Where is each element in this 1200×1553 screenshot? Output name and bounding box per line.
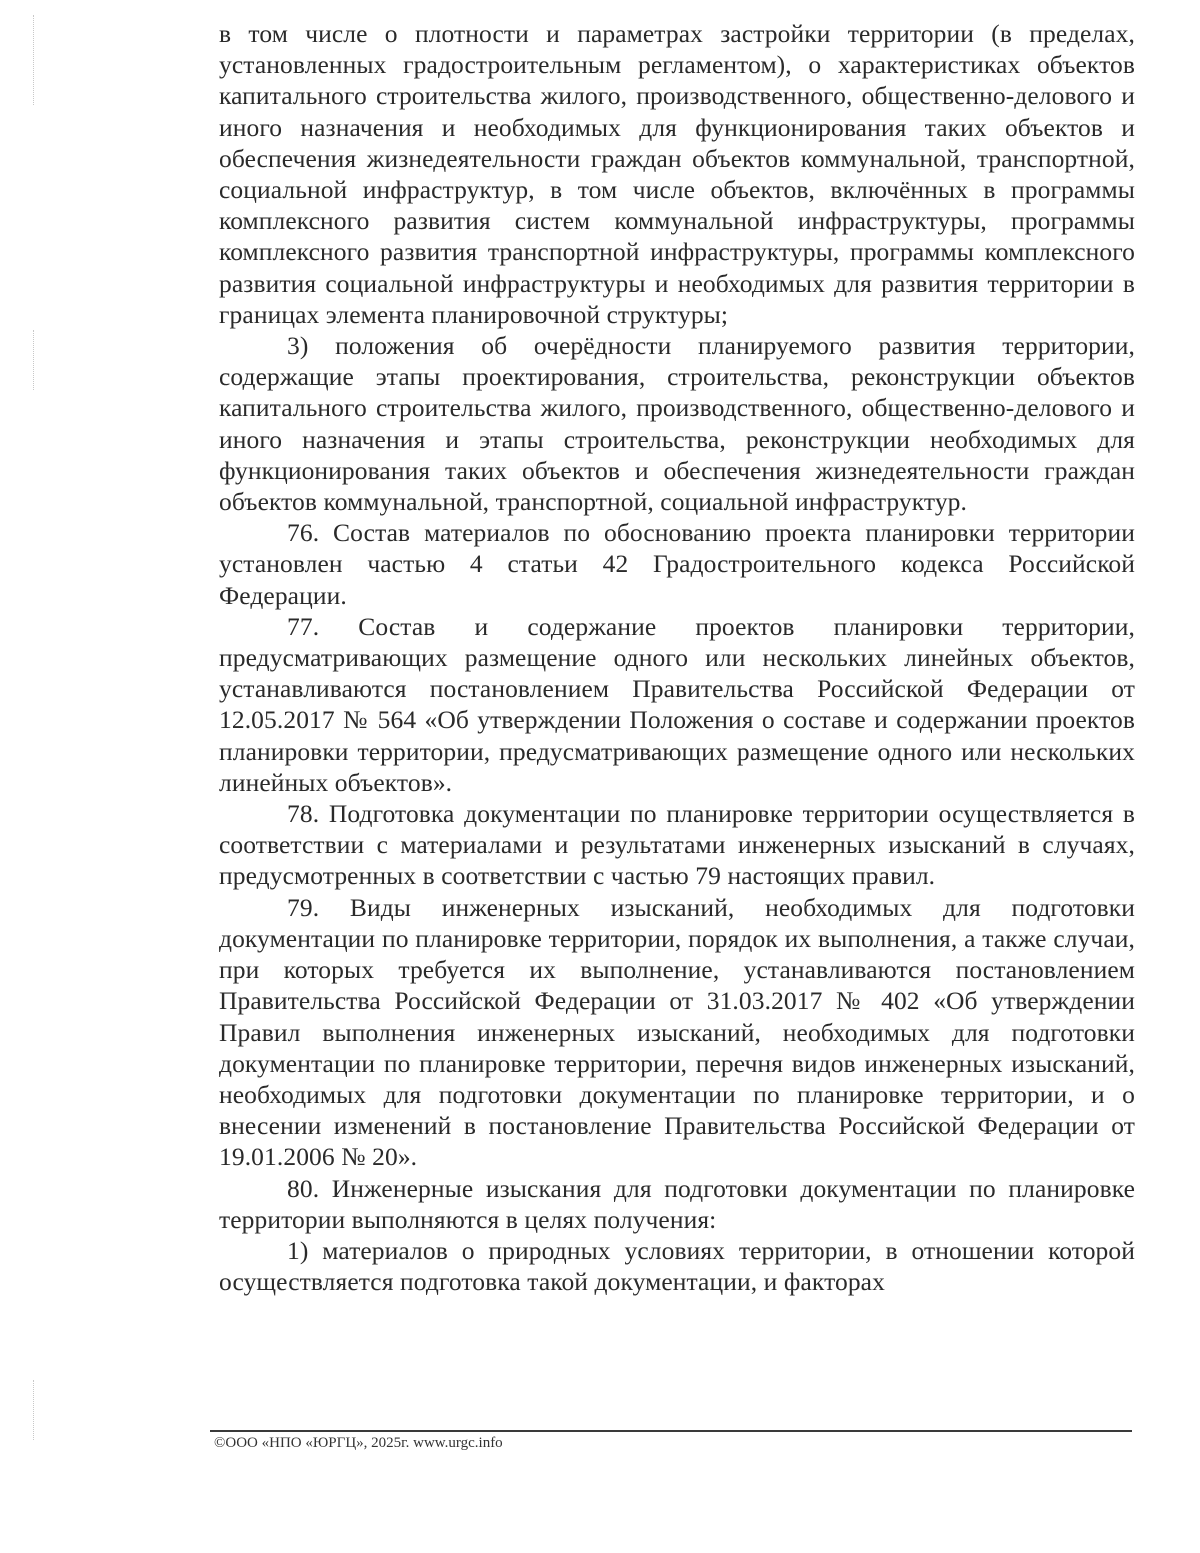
paragraph-80: 80. Инженерные изыскания для подготовки документации по планировке территории выполняются в целях получения: xyxy=(219,1173,1135,1234)
paragraph-item-3: 3) положения об очерёдности планируемого развития территории, содержащие этапы проектирования, строительства, реконструкции объектов капитального строительства жилого, производственного, общественно-делового и иного назначения и этапы строительства, реконструкции необходимых для функционирования таких объектов и обеспечения жизнедеятельности граждан объектов коммунальной, транспортной, социальной инфраструктур. xyxy=(219,331,1135,517)
paragraph-78: 78. Подготовка документации по планировке территории осуществляется в соответствии с материалами и результатами инженерных изысканий в случаях, предусмотренных в соответствии с частью 79 настоящих правил. xyxy=(219,799,1135,891)
scan-margin-mark xyxy=(33,1380,36,1440)
document-body xyxy=(219,18,1135,1297)
scan-margin-mark xyxy=(33,330,36,390)
paragraph-76: 76. Состав материалов по обоснованию проекта планировки территории установлен частью 4 статьи 42 Градостроительного кодекса Российской Федерации. xyxy=(219,518,1135,610)
paragraph-77: 77. Состав и содержание проектов планировки территории, предусматривающих размещение одного или нескольких линейных объектов, устанавливаются постановлением Правительства Российской Федерации от 12.05.2017 № 564 «Об утверждении Положения о составе и содержании проектов планировки территории, предусматривающих размещение одного или нескольких линейных объектов». xyxy=(219,611,1135,797)
paragraph-continuation: в том числе о плотности и параметрах застройки территории (в пределах, установленных градостроительным регламентом), о характеристиках объектов капитального строительства жилого, производственного, общественно-делового и иного назначения и необходимых для функционирования таких объектов и обеспечения жизнедеятельности граждан объектов коммунальной, транспортной, социальной инфраструктур, в том числе объектов, включённых в программы комплексного развития систем коммунальной инфраструктуры, программы комплексного развития транспортной инфраструктуры, программы комплексного развития социальной инфраструктуры и необходимых для развития территории в границах элемента планировочной структуры; xyxy=(219,19,1135,329)
paragraph-80-item-1: 1) материалов о природных условиях территории, в отношении которой осуществляется подготовка такой документации, и факторах xyxy=(219,1235,1135,1297)
footer-copyright: ©ООО «НПО «ЮРГЦ», 2025г. www.urgc.info xyxy=(214,1435,503,1451)
paragraph-79: 79. Виды инженерных изысканий, необходимых для подготовки документации по планировке территории, порядок их выполнения, а также случаи, при которых требуется их выполнение, устанавливаются постановлением Правительства Российской Федерации от 31.03.2017 № 402 «Об утверждении Правил выполнения инженерных изысканий, необходимых для подготовки документации по планировке территории, перечня видов инженерных изысканий, необходимых для подготовки документации по планировке территории, и о внесении изменений в постановление Правительства Российской Федерации от 19.01.2006 № 20». xyxy=(219,892,1135,1172)
footer-divider xyxy=(210,1430,1132,1432)
scan-margin-mark xyxy=(33,15,36,105)
